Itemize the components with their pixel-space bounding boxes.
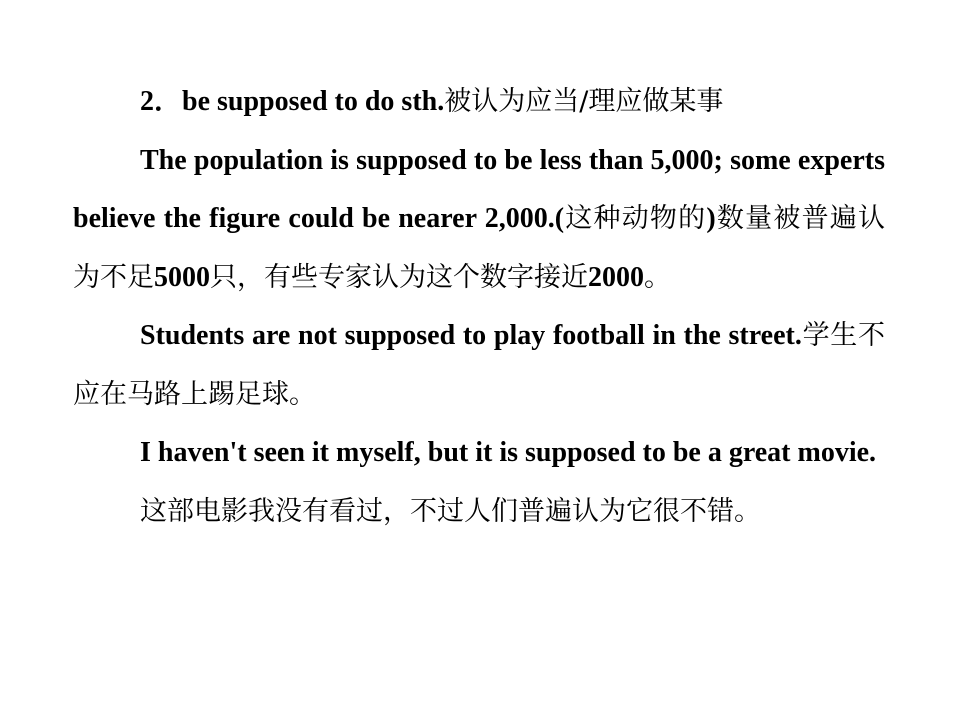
phrase-heading <box>73 72 885 131</box>
example-3 <box>73 423 885 482</box>
example-1-chinese-c: 只，有些专家认为这个数字接近 <box>210 261 588 293</box>
example-1-number-b: 2000 <box>588 261 644 293</box>
item-number: 2． <box>140 86 183 117</box>
example-2 <box>73 306 885 423</box>
example-2-english: Students are not supposed to play football in the street. <box>140 320 802 351</box>
slide-content <box>73 72 885 540</box>
example-1-number-a: 5000 <box>154 261 210 293</box>
phrase-meaning: 被认为应当/理应做某事 <box>444 86 724 117</box>
example-1-chinese-a: 这种动物的 <box>564 203 707 234</box>
example-3-english: I haven't seen it myself, but it is supposed to be a great movie. <box>140 437 877 468</box>
example-1-chinese-d: 。 <box>644 261 671 293</box>
phrase-text: be supposed to do sth. <box>182 86 445 117</box>
example-1-chinese-b: 数量被普遍认为不足 <box>73 203 886 293</box>
example-3-translation <box>73 482 885 541</box>
example-1-english: The population is supposed to be less than 5,000; some experts believe the figure could be nearer 2,000.( <box>73 144 885 234</box>
example-1 <box>73 131 885 307</box>
example-3-chinese: 这部电影我没有看过，不过人们普遍认为它很不错。 <box>140 495 761 527</box>
example-1-paren: ) <box>706 203 716 234</box>
example-2-chinese: 学生不应在马路上踢足球。 <box>73 320 885 410</box>
